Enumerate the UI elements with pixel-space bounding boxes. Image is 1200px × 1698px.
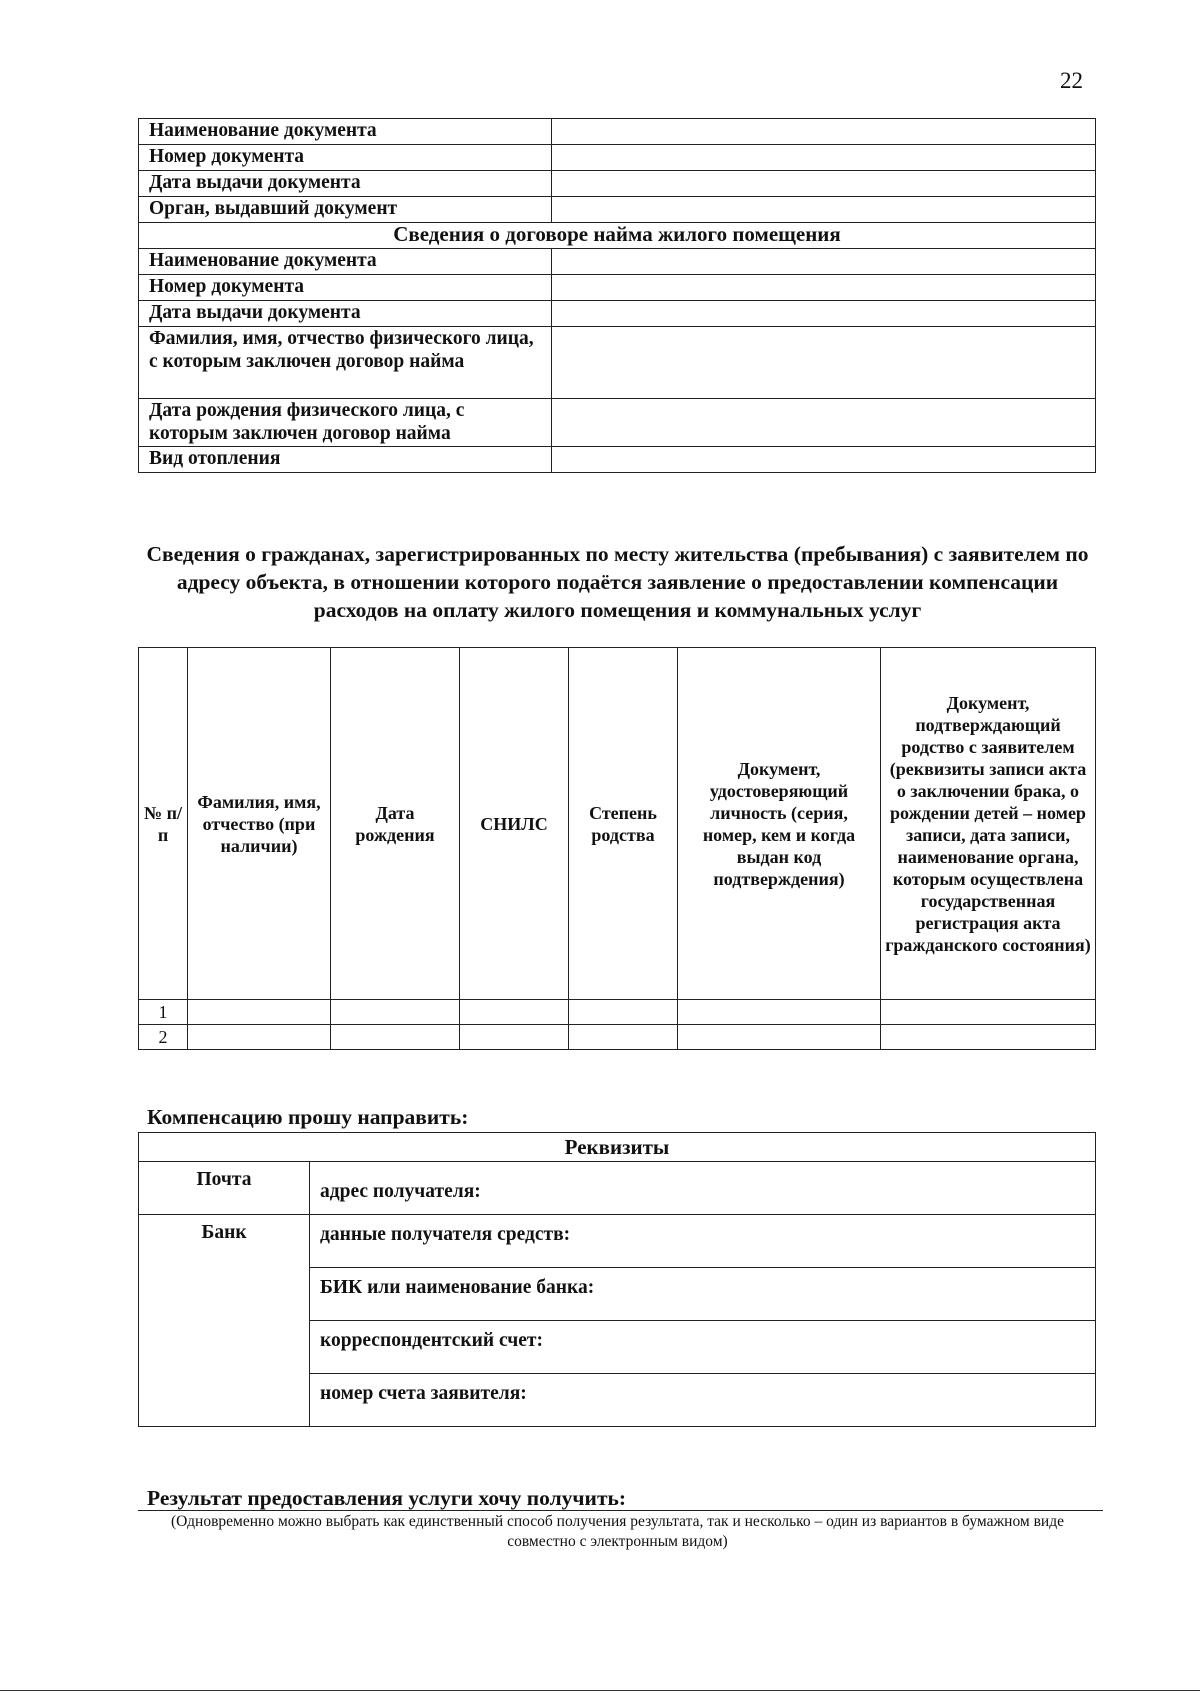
row-label: Номер документа: [139, 145, 552, 171]
value-cell[interactable]: [552, 119, 1096, 145]
compensation-label: Компенсацию прошу направить:: [147, 1105, 469, 1129]
lease-section-header: Сведения о договоре найма жилого помещения: [139, 223, 1096, 249]
value-cell[interactable]: [552, 447, 1096, 473]
value-cell[interactable]: [331, 1000, 460, 1025]
bank-correspondent-account-field[interactable]: корреспондентский счет:: [310, 1321, 1096, 1374]
value-cell[interactable]: [552, 301, 1096, 327]
table-row: [139, 1162, 1096, 1215]
row-label: Орган, выдавший документ: [139, 197, 552, 223]
row-label: Фамилия, имя, отчество физического лица, с которым заключен договор найма: [139, 327, 552, 399]
row-label: Наименование документа: [139, 119, 552, 145]
table-row: [139, 399, 1096, 447]
table-row: [139, 1000, 1096, 1025]
value-cell[interactable]: [881, 1000, 1096, 1025]
column-header-number: № п/ п: [139, 648, 188, 1000]
table-row: [139, 145, 1096, 171]
table-row: [139, 447, 1096, 473]
value-cell[interactable]: [569, 1025, 678, 1050]
row-label: Вид отопления: [139, 447, 552, 473]
value-cell[interactable]: [552, 171, 1096, 197]
value-cell[interactable]: [188, 1025, 331, 1050]
requisites-table: [138, 1132, 1096, 1427]
result-divider: [138, 1510, 1103, 1511]
value-cell[interactable]: [552, 399, 1096, 447]
value-cell[interactable]: [460, 1025, 569, 1050]
table-row: [139, 301, 1096, 327]
bank-label: Банк: [139, 1215, 310, 1427]
row-number: 1: [139, 1000, 188, 1025]
value-cell[interactable]: [552, 249, 1096, 275]
citizens-section-heading: Сведения о гражданах, зарегистрированных по месту жительства (пребывания) с заявителем по адресу объекта, в отношении которого подаётся заявление о предоставлении компенсации расходов на оплату жилого помещения и коммунальных услуг: [146, 542, 1089, 622]
row-label: Номер документа: [139, 275, 552, 301]
value-cell[interactable]: [188, 1000, 331, 1025]
citizens-table: [138, 647, 1096, 1050]
result-note: (Одновременно можно выбрать как единственный способ получения результата, так и несколько – один из вариантов в бумажном виде совместно с электронным видом): [171, 1513, 1064, 1550]
table-header-row: [139, 1133, 1096, 1162]
value-cell[interactable]: [678, 1000, 881, 1025]
column-header-identity-document: Документ, удостоверяющий личность (серия, номер, кем и когда выдан код подтверждения): [678, 648, 881, 1000]
bank-bik-field[interactable]: БИК или наименование банка:: [310, 1268, 1096, 1321]
mail-label: Почта: [139, 1162, 310, 1215]
table-row: [139, 249, 1096, 275]
table-row: [139, 197, 1096, 223]
value-cell[interactable]: [881, 1025, 1096, 1050]
value-cell[interactable]: [569, 1000, 678, 1025]
value-cell[interactable]: [552, 145, 1096, 171]
value-cell[interactable]: [552, 275, 1096, 301]
row-number: 2: [139, 1025, 188, 1050]
table-row: [139, 327, 1096, 399]
row-label: Дата выдачи документа: [139, 171, 552, 197]
page-number: 22: [1060, 68, 1083, 93]
column-header-birth-date: Дата рождения: [331, 648, 460, 1000]
value-cell[interactable]: [552, 197, 1096, 223]
row-label: Дата рождения физического лица, с которым заключен договор найма: [139, 399, 552, 447]
value-cell[interactable]: [552, 327, 1096, 399]
table-row: [139, 223, 1096, 249]
value-cell[interactable]: [460, 1000, 569, 1025]
page-bottom-edge: [0, 1690, 1200, 1691]
table-row: [139, 119, 1096, 145]
table-row: [139, 1215, 1096, 1268]
table-row: [139, 275, 1096, 301]
table-header-row: [139, 648, 1096, 1000]
column-header-snils: СНИЛС: [460, 648, 569, 1000]
value-cell[interactable]: [678, 1025, 881, 1050]
table-row: [139, 171, 1096, 197]
mail-recipient-address-field[interactable]: адрес получателя:: [310, 1162, 1096, 1215]
requisites-header: Реквизиты: [139, 1133, 1096, 1162]
document-info-table: [138, 118, 1096, 473]
result-label: Результат предоставления услуги хочу получить:: [147, 1486, 627, 1510]
row-label: Наименование документа: [139, 249, 552, 275]
applicant-account-number-field[interactable]: номер счета заявителя:: [310, 1374, 1096, 1427]
column-header-full-name: Фамилия, имя, отчество (при наличии): [188, 648, 331, 1000]
bank-recipient-data-field[interactable]: данные получателя средств:: [310, 1215, 1096, 1268]
table-row: [139, 1025, 1096, 1050]
column-header-relationship: Степень родства: [569, 648, 678, 1000]
row-label: Дата выдачи документа: [139, 301, 552, 327]
value-cell[interactable]: [331, 1025, 460, 1050]
column-header-kinship-document: Документ, подтверждающий родство с заявителем (реквизиты записи акта о заключении брака, о рождении детей – номер записи, дата записи, наименование органа, которым осуществлена государственная регистрация акта гражданского состояния): [881, 648, 1096, 1000]
